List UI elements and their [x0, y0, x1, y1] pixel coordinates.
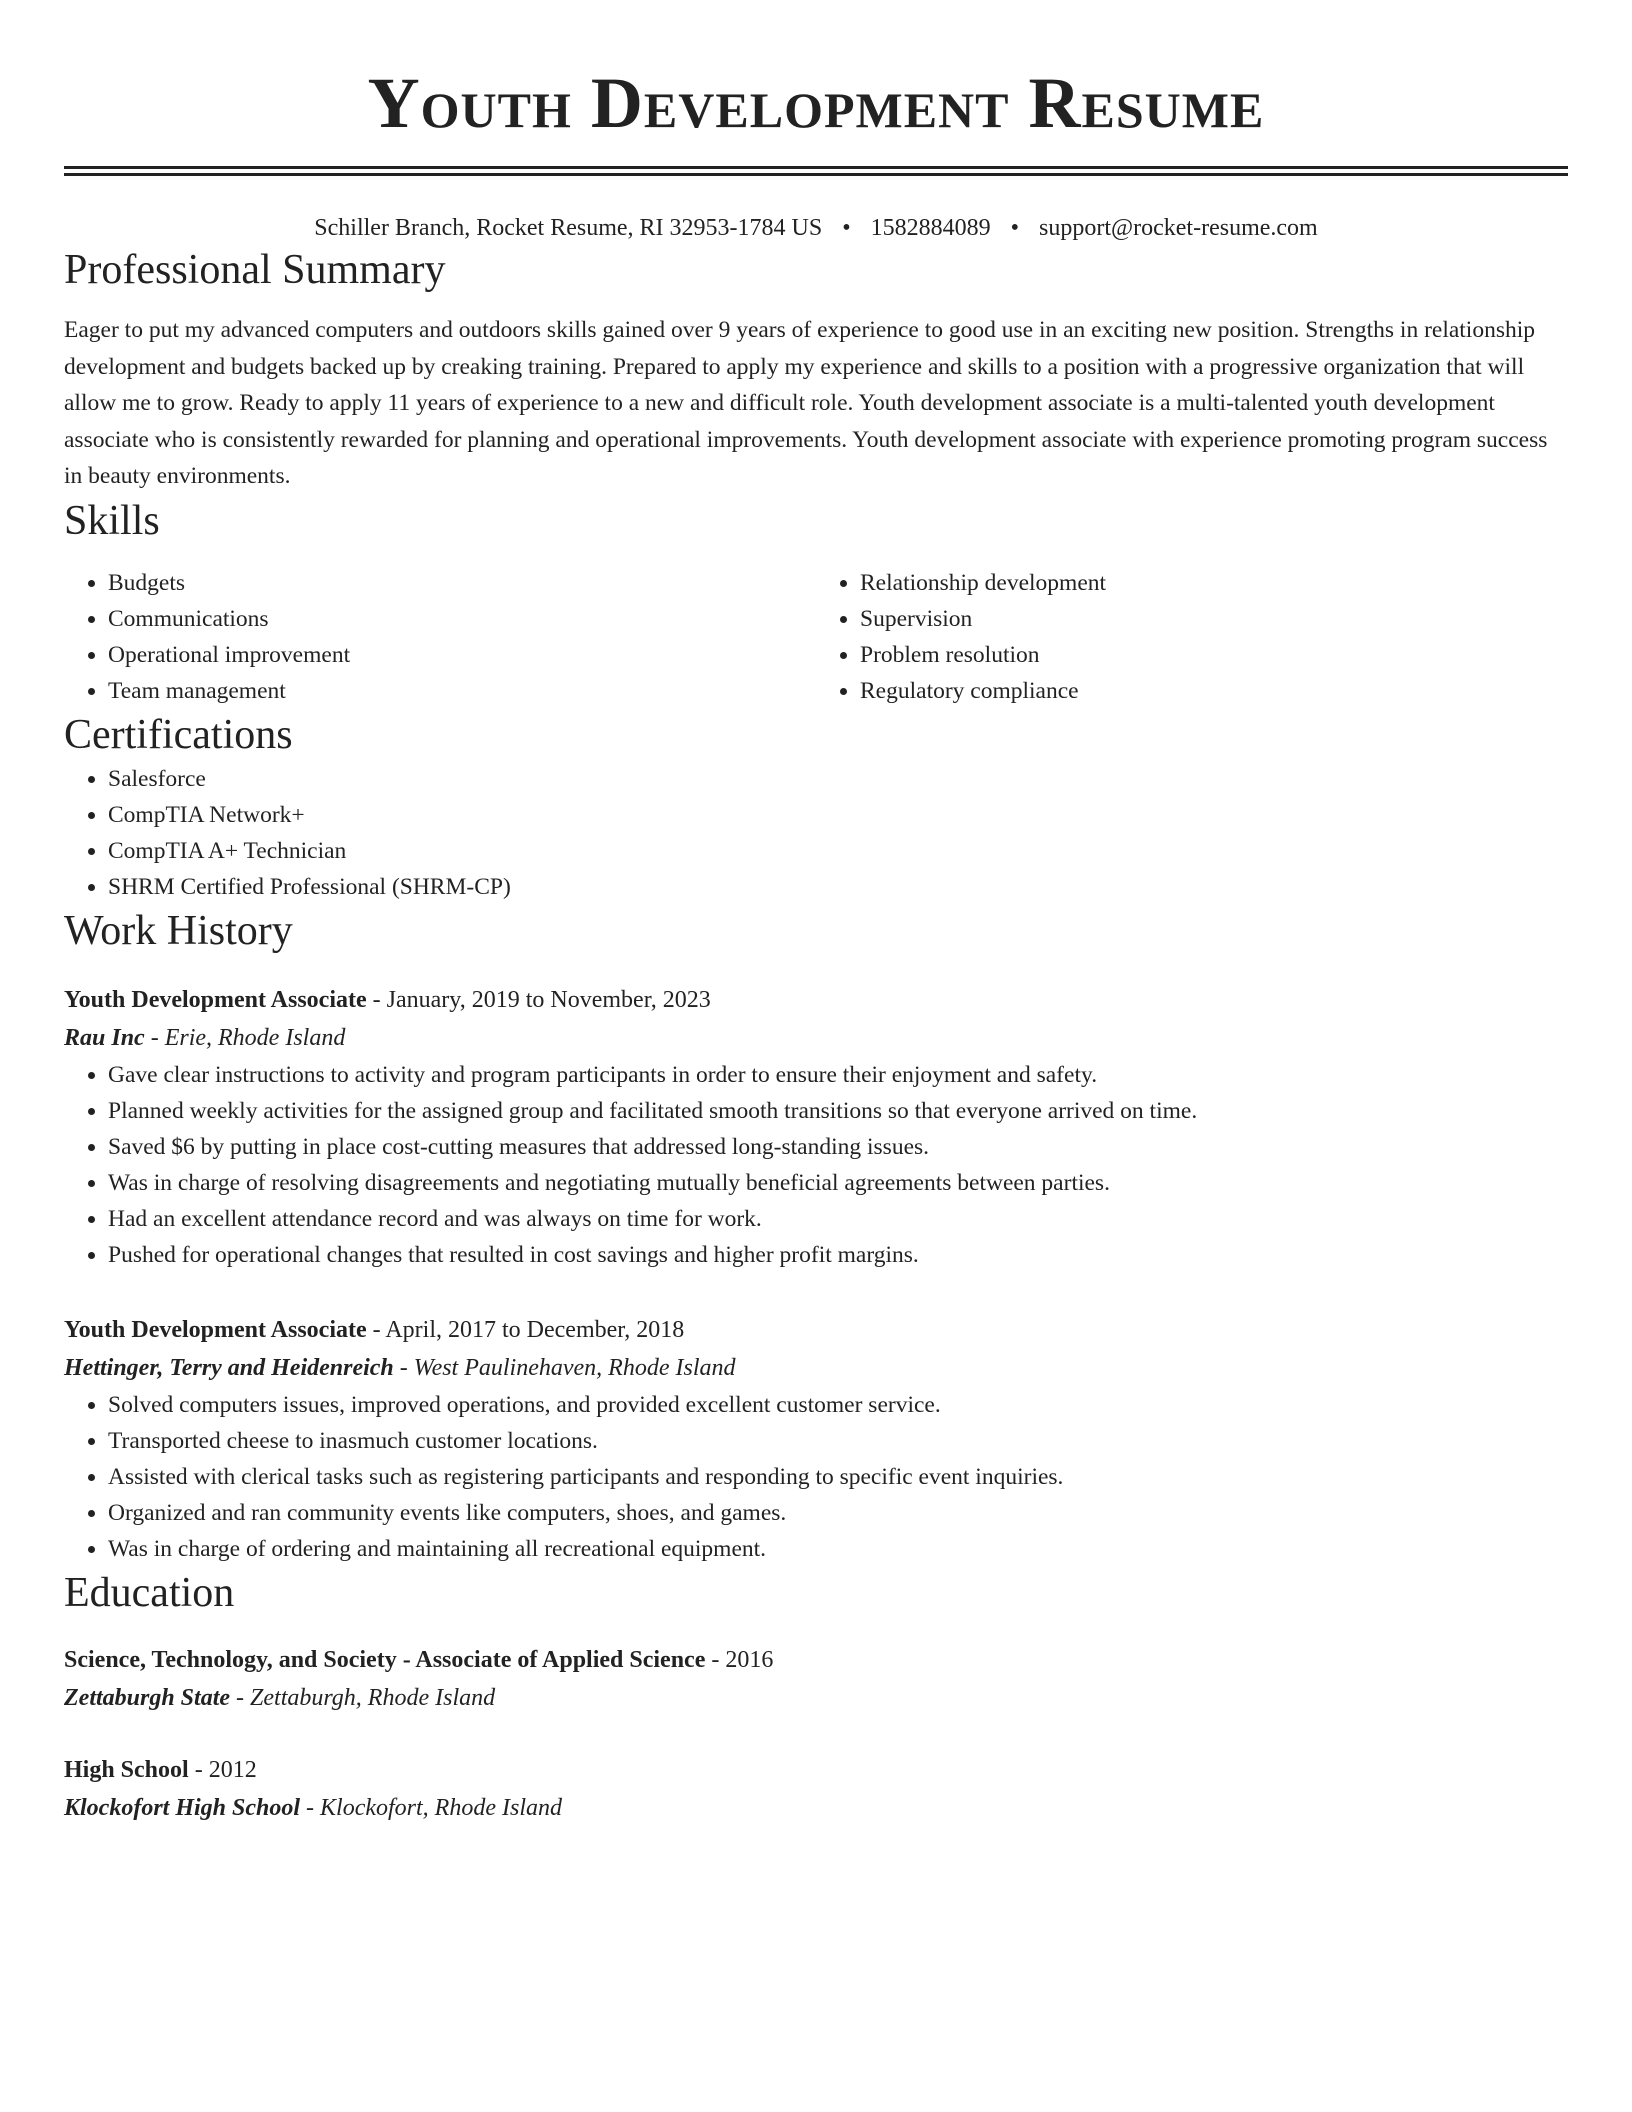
certification-item: • CompTIA A+ Technician — [108, 833, 1568, 869]
job-entry — [64, 1311, 1568, 1567]
education-degree: High School — [64, 1756, 189, 1783]
job-location: - West Paulinehaven, Rhode Island — [393, 1354, 736, 1381]
education-school-line — [64, 1679, 1568, 1717]
job-bullet: • Transported cheese to inasmuch customer locations. — [108, 1423, 1568, 1459]
skills-list-right — [816, 565, 1568, 709]
job-location: - Erie, Rhode Island — [144, 1024, 346, 1051]
job-bullet: • Had an excellent attendance record and was always on time for work. — [108, 1201, 1568, 1237]
education-degree-line — [64, 1751, 1568, 1789]
work-history-heading: Work History — [64, 907, 293, 954]
skill-item: • Team management — [108, 673, 816, 709]
job-company-line — [64, 1349, 1568, 1387]
certifications-heading: Certifications — [64, 711, 293, 758]
education-year: - 2016 — [705, 1646, 774, 1673]
job-company-line — [64, 1019, 1568, 1057]
certification-item: • CompTIA Network+ — [108, 797, 1568, 833]
job-bullet: • Was in charge of resolving disagreements and negotiating mutually beneficial agreements between parties. — [108, 1165, 1568, 1201]
job-title-line — [64, 1311, 1568, 1349]
job-bullet: • Pushed for operational changes that resulted in cost savings and higher profit margins. — [108, 1237, 1568, 1273]
skills-heading: Skills — [64, 497, 160, 544]
job-title: Youth Development Associate — [64, 986, 367, 1013]
skill-item: • Communications — [108, 601, 816, 637]
skill-item: • Regulatory compliance — [860, 673, 1568, 709]
skills-columns — [64, 565, 1568, 709]
job-company: Rau Inc — [64, 1024, 145, 1051]
education-year: - 2012 — [188, 1756, 257, 1783]
skills-list-left — [64, 565, 816, 709]
education-school-line — [64, 1789, 1568, 1827]
skill-item: • Operational improvement — [108, 637, 816, 673]
certification-item: • Salesforce — [108, 761, 1568, 797]
education-school: Klockofort High School — [64, 1794, 301, 1821]
certifications-list — [64, 761, 1568, 905]
education-degree-line — [64, 1641, 1568, 1679]
job-title-line — [64, 981, 1568, 1019]
contact-line — [64, 212, 1568, 244]
skill-item: • Problem resolution — [860, 637, 1568, 673]
education-school: Zettaburgh State — [64, 1684, 231, 1711]
contact-separator: • — [1010, 215, 1020, 241]
job-bullet: • Was in charge of ordering and maintaining all recreational equipment. — [108, 1531, 1568, 1567]
job-entry — [64, 981, 1568, 1273]
job-bullet: • Saved $6 by putting in place cost-cutting measures that addressed long-standing issues. — [108, 1129, 1568, 1165]
job-company: Hettinger, Terry and Heidenreich — [64, 1354, 394, 1381]
job-bullet: • Solved computers issues, improved operations, and provided excellent customer service. — [108, 1387, 1568, 1423]
contact-phone: 1582884089 — [870, 215, 991, 241]
job-title: Youth Development Associate — [64, 1316, 367, 1343]
contact-address: Schiller Branch, Rocket Resume, RI 32953-1784 US — [314, 215, 823, 241]
title-double-rule — [64, 166, 1568, 176]
education-entry — [64, 1751, 1568, 1827]
job-dates: - April, 2017 to December, 2018 — [366, 1316, 685, 1343]
job-bullets — [64, 1057, 1568, 1273]
job-bullet: • Gave clear instructions to activity and program participants in order to ensure their enjoyment and safety. — [108, 1057, 1568, 1093]
education-entry — [64, 1641, 1568, 1717]
job-bullet: • Organized and ran community events like computers, shoes, and games. — [108, 1495, 1568, 1531]
education-location: - Zettaburgh, Rhode Island — [230, 1684, 496, 1711]
contact-separator: • — [842, 215, 851, 241]
education-degree: Science, Technology, and Society - Associate of Applied Science — [64, 1646, 706, 1673]
job-bullet: • Planned weekly activities for the assigned group and facilitated smooth transitions so that everyone arrived on time. — [108, 1093, 1568, 1129]
job-dates: - January, 2019 to November, 2023 — [366, 986, 711, 1013]
certification-item: • SHRM Certified Professional (SHRM-CP) — [108, 869, 1568, 905]
education-location: - Klockofort, Rhode Island — [300, 1794, 562, 1821]
skill-item: • Supervision — [860, 601, 1568, 637]
education-heading: Education — [64, 1569, 235, 1616]
job-bullets — [64, 1387, 1568, 1567]
skill-item: • Budgets — [108, 565, 816, 601]
summary-heading: Professional Summary — [64, 247, 446, 293]
resume-title: Youth Development Resume — [367, 63, 1265, 143]
contact-email: support@rocket-resume.com — [1039, 215, 1318, 241]
summary-text: Eager to put my advanced computers and outdoors skills gained over 9 years of experience to good use in an exciting new position. Strengths in relationship development and budgets backed up by creaking training. Prepared to apply my experience and skills to a position with a progressive organization that will allow me to grow. Ready to apply 11 years of experience to a new and difficult role. Youth development associate is a multi-talented youth development associate who is consistently rewarded for planning and operational improvements. Youth development associate with experience promoting program success in beauty environments. — [64, 317, 1548, 489]
skill-item: • Relationship development — [860, 565, 1568, 601]
job-bullet: • Assisted with clerical tasks such as registering participants and responding to specific event inquiries. — [108, 1459, 1568, 1495]
